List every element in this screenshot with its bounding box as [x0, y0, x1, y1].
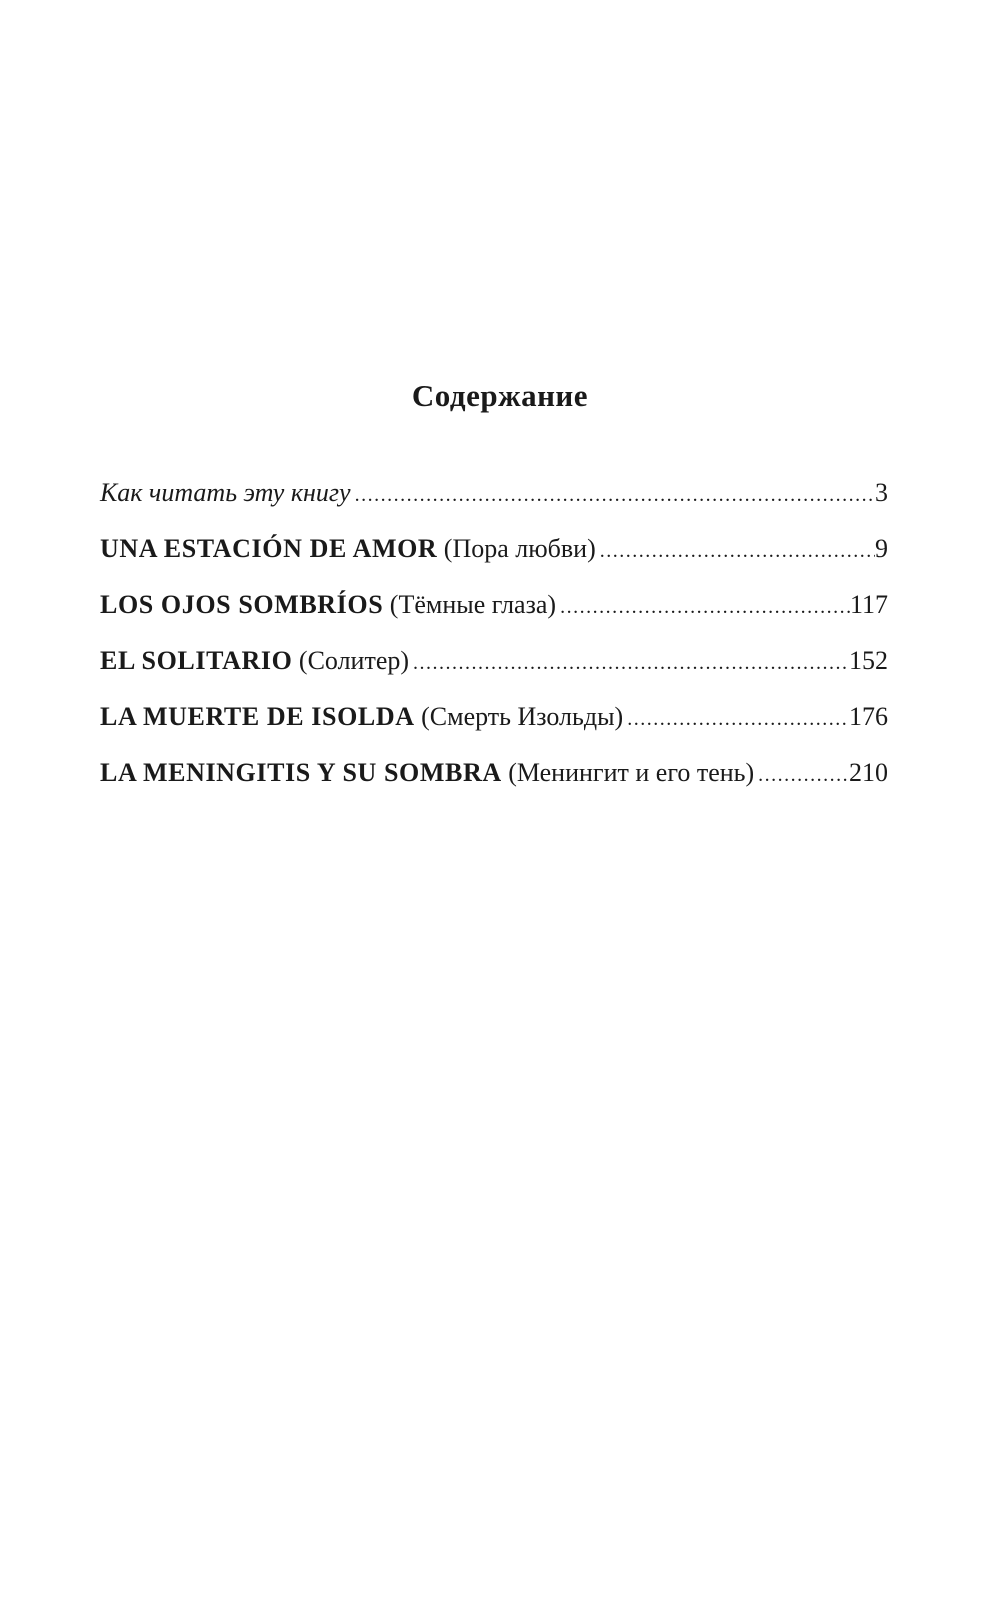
dot-leader — [623, 708, 849, 731]
toc-entry-title-ru: Как читать эту книгу — [100, 478, 351, 507]
toc-entry-label — [100, 702, 623, 732]
toc-entry-title-es: LOS OJOS SOMBRÍOS — [100, 590, 384, 619]
toc-entry-title-es: LA MUERTE DE ISOLDA — [100, 702, 415, 731]
dot-leader — [409, 652, 849, 675]
toc-entry-la-muerte — [100, 702, 888, 758]
toc-entry-title-es: EL SOLITARIO — [100, 646, 293, 675]
toc-entry-title-ru: (Тёмные глаза) — [389, 590, 557, 619]
toc-entry-label — [100, 590, 556, 620]
toc-entry-label — [100, 478, 351, 508]
table-of-contents — [100, 478, 888, 814]
toc-entry-una-estacion — [100, 534, 888, 590]
toc-entry-title-ru: (Солитер) — [298, 646, 410, 675]
dot-leader — [351, 484, 875, 507]
dot-leader — [596, 540, 875, 563]
toc-entry-title-es: UNA ESTACIÓN DE AMOR — [100, 534, 438, 563]
toc-entry-title-ru: (Менингит и его тень) — [508, 758, 755, 787]
toc-entry-title-ru: (Смерть Изольды) — [421, 702, 624, 731]
toc-entry-page: 3 — [875, 478, 888, 507]
toc-entry-page: 117 — [849, 590, 888, 619]
toc-entry-page: 176 — [849, 702, 888, 731]
toc-entry-page: 210 — [849, 758, 888, 787]
toc-entry-how-to-read — [100, 478, 888, 534]
toc-entry-page: 152 — [849, 646, 888, 675]
toc-entry-page: 9 — [875, 534, 888, 563]
toc-entry-label — [100, 646, 409, 676]
contents-title: Содержание — [411, 378, 589, 413]
dot-leader — [754, 764, 849, 787]
toc-entry-title-ru: (Пора любви) — [443, 534, 596, 563]
toc-entry-label — [100, 758, 754, 788]
toc-entry-label — [100, 534, 596, 564]
toc-entry-los-ojos — [100, 590, 888, 646]
toc-entry-la-meningitis — [100, 758, 888, 814]
toc-entry-el-solitario — [100, 646, 888, 702]
dot-leader — [556, 596, 850, 619]
toc-entry-title-es: LA MENINGITIS Y SU SOMBRA — [100, 758, 502, 787]
